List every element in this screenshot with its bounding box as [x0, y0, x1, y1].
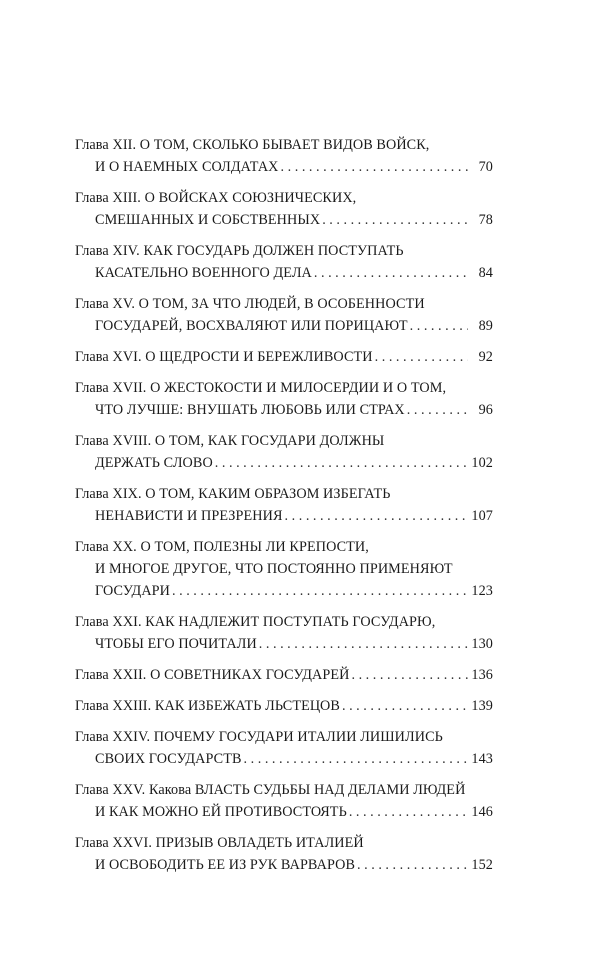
- toc-entry-title-line: [75, 664, 493, 686]
- toc-entry-title-line: [75, 832, 493, 854]
- dot-leader: [322, 209, 468, 231]
- toc-entry-continuation-line: [75, 262, 493, 284]
- toc-entry-text: Глава XX. О ТОМ, ПОЛЕЗНЫ ЛИ КРЕПОСТИ,: [75, 539, 369, 555]
- dot-leader: [244, 748, 468, 770]
- toc-page-number: 78: [478, 212, 493, 228]
- toc-entry-text: Глава XIV. КАК ГОСУДАРЬ ДОЛЖЕН ПОСТУПАТЬ: [75, 243, 404, 259]
- toc-page-number: 92: [478, 349, 493, 365]
- dot-leader: [215, 452, 468, 474]
- toc-entry-title-line: [75, 187, 493, 209]
- toc-entry[interactable]: [75, 134, 493, 178]
- toc-entry[interactable]: [75, 664, 493, 686]
- toc-entry-text: Глава XXV. Какова ВЛАСТЬ СУДЬБЫ НАД ДЕЛАМИ ЛЮДЕЙ: [75, 782, 466, 798]
- toc-entry[interactable]: [75, 187, 493, 231]
- toc-entry[interactable]: [75, 377, 493, 421]
- toc-page-number: 102: [471, 455, 493, 471]
- toc-page-number: 96: [478, 402, 493, 418]
- toc-entry-continuation-line: [75, 558, 493, 580]
- toc-entry[interactable]: [75, 726, 493, 770]
- toc-entry-title-line: [75, 134, 493, 156]
- toc-page-number: 84: [478, 265, 493, 281]
- toc-entry-text: И О НАЕМНЫХ СОЛДАТАХ: [95, 159, 279, 175]
- toc-entry-continuation-line: [75, 505, 493, 527]
- toc-entry-text: СВОИХ ГОСУДАРСТВ: [95, 751, 242, 767]
- toc-entry-continuation-line: [75, 452, 493, 474]
- dot-leader: [410, 315, 468, 337]
- toc-entry[interactable]: [75, 293, 493, 337]
- toc-entry-text: Глава XV. О ТОМ, ЗА ЧТО ЛЮДЕЙ, В ОСОБЕННОСТИ: [75, 296, 425, 312]
- toc-entry-title-line: [75, 377, 493, 399]
- toc-entry-title-line: [75, 346, 493, 368]
- toc-entry-continuation-line: [75, 633, 493, 655]
- toc-page-number: 107: [471, 508, 493, 524]
- toc-entry[interactable]: [75, 832, 493, 876]
- dot-leader: [314, 262, 468, 284]
- toc-entry[interactable]: [75, 240, 493, 284]
- toc-page-number: 70: [478, 159, 493, 175]
- toc-entry[interactable]: [75, 536, 493, 602]
- toc-page-number: 139: [471, 698, 493, 714]
- toc-entry-title-line: [75, 430, 493, 452]
- toc-entry-text: ЧТОБЫ ЕГО ПОЧИТАЛИ: [95, 636, 257, 652]
- toc-entry-text: Глава XVII. О ЖЕСТОКОСТИ И МИЛОСЕРДИИ И О ТОМ,: [75, 380, 447, 396]
- toc-entry[interactable]: [75, 346, 493, 368]
- dot-leader: [375, 346, 468, 368]
- toc-entry[interactable]: [75, 695, 493, 717]
- toc-page-number: 152: [471, 857, 493, 873]
- toc-entry-title-line: [75, 240, 493, 262]
- toc-entry-text: КАСАТЕЛЬНО ВОЕННОГО ДЕЛА: [95, 265, 312, 281]
- toc-entry-text: Глава XXII. О СОВЕТНИКАХ ГОСУДАРЕЙ: [75, 667, 350, 683]
- toc-entry[interactable]: [75, 611, 493, 655]
- dot-leader: [407, 399, 468, 421]
- toc-entry-text: СМЕШАННЫХ И СОБСТВЕННЫХ: [95, 212, 321, 228]
- toc-page-number: 143: [471, 751, 493, 767]
- toc-page-number: 89: [478, 318, 493, 334]
- toc-entry[interactable]: [75, 779, 493, 823]
- toc-entry[interactable]: [75, 483, 493, 527]
- toc-entry-text: Глава XIX. О ТОМ, КАКИМ ОБРАЗОМ ИЗБЕГАТЬ: [75, 486, 391, 502]
- toc-page-number: 123: [471, 583, 493, 599]
- toc-entry-text: Глава XXVI. ПРИЗЫВ ОВЛАДЕТЬ ИТАЛИЕЙ: [75, 835, 364, 851]
- toc-entry-continuation-line: [75, 209, 493, 231]
- dot-leader: [357, 854, 468, 876]
- toc-entry-continuation-line: [75, 580, 493, 602]
- toc-entry[interactable]: [75, 430, 493, 474]
- dot-leader: [285, 505, 468, 527]
- toc-page-number: 130: [471, 636, 493, 652]
- toc-entry-text: Глава XVIII. О ТОМ, КАК ГОСУДАРИ ДОЛЖНЫ: [75, 433, 385, 449]
- toc-entry-text: ГОСУДАРИ: [95, 583, 171, 599]
- toc-entry-title-line: [75, 293, 493, 315]
- table-of-contents: [75, 134, 493, 885]
- toc-entry-title-line: [75, 483, 493, 505]
- toc-entry-text: И ОСВОБОДИТЬ ЕЕ ИЗ РУК ВАРВАРОВ: [95, 857, 356, 873]
- toc-entry-text: Глава XXIV. ПОЧЕМУ ГОСУДАРИ ИТАЛИИ ЛИШИЛИСЬ: [75, 729, 443, 745]
- toc-entry-title-line: [75, 536, 493, 558]
- dot-leader: [259, 633, 468, 655]
- toc-entry-continuation-line: [75, 801, 493, 823]
- toc-entry-text: Глава XXI. КАК НАДЛЕЖИТ ПОСТУПАТЬ ГОСУДАРЮ,: [75, 614, 436, 630]
- toc-entry-continuation-line: [75, 399, 493, 421]
- toc-page-number: 146: [471, 804, 493, 820]
- toc-entry-title-line: [75, 611, 493, 633]
- dot-leader: [281, 156, 468, 178]
- toc-entry-text: Глава XII. О ТОМ, СКОЛЬКО БЫВАЕТ ВИДОВ ВОЙСК,: [75, 137, 430, 153]
- toc-page-number: 136: [471, 667, 493, 683]
- dot-leader: [349, 801, 468, 823]
- toc-entry-title-line: [75, 695, 493, 717]
- dot-leader: [342, 695, 468, 717]
- toc-entry-continuation-line: [75, 854, 493, 876]
- toc-entry-text: Глава XVI. О ЩЕДРОСТИ И БЕРЕЖЛИВОСТИ: [75, 349, 373, 365]
- toc-entry-text: Глава XXIII. КАК ИЗБЕЖАТЬ ЛЬСТЕЦОВ: [75, 698, 340, 714]
- toc-entry-text: ГОСУДАРЕЙ, ВОСХВАЛЯЮТ ИЛИ ПОРИЦАЮТ: [95, 318, 408, 334]
- toc-entry-title-line: [75, 779, 493, 801]
- toc-entry-text: ДЕРЖАТЬ СЛОВО: [95, 455, 213, 471]
- toc-entry-continuation-line: [75, 315, 493, 337]
- dot-leader: [172, 580, 468, 602]
- toc-entry-text: И МНОГОЕ ДРУГОЕ, ЧТО ПОСТОЯННО ПРИМЕНЯЮТ: [95, 561, 453, 577]
- toc-entry-continuation-line: [75, 748, 493, 770]
- toc-entry-text: НЕНАВИСТИ И ПРЕЗРЕНИЯ: [95, 508, 283, 524]
- toc-entry-continuation-line: [75, 156, 493, 178]
- toc-entry-text: Глава XIII. О ВОЙСКАХ СОЮЗНИЧЕСКИХ,: [75, 190, 357, 206]
- toc-entry-text: ЧТО ЛУЧШЕ: ВНУШАТЬ ЛЮБОВЬ ИЛИ СТРАХ: [95, 402, 405, 418]
- dot-leader: [351, 664, 468, 686]
- toc-entry-text: И КАК МОЖНО ЕЙ ПРОТИВОСТОЯТЬ: [95, 804, 347, 820]
- toc-entry-title-line: [75, 726, 493, 748]
